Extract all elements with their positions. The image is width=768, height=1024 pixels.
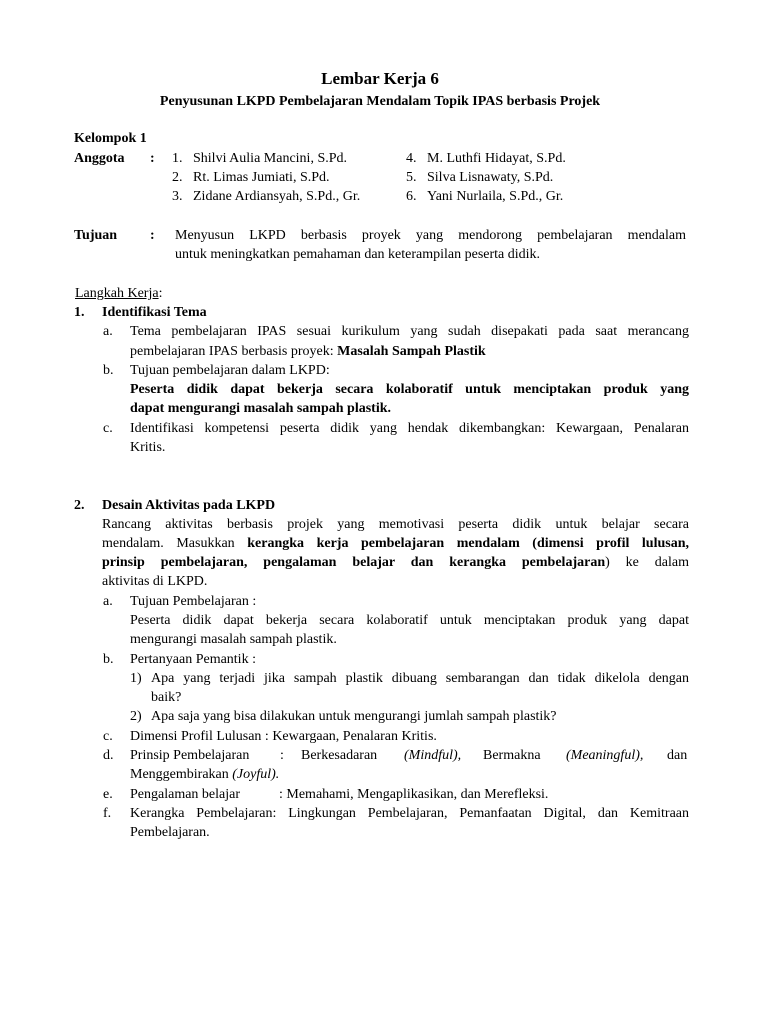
item-label: b. (103, 363, 114, 378)
question-number: 1) (130, 671, 142, 686)
item-text: Pembelajaran. (130, 825, 210, 840)
item-label: b. (103, 652, 114, 667)
question-text: baik? (151, 690, 182, 705)
item-text: Prinsip Pembelajaran (130, 748, 250, 763)
member-number: 5. (406, 170, 417, 185)
members-colon: : (150, 151, 155, 166)
item-text: : (280, 748, 284, 763)
section-title: Identifikasi Tema (102, 305, 207, 320)
item-text: Dimensi Profil Lulusan : Kewargaan, Penalaran Kritis. (130, 729, 437, 744)
paragraph-line: aktivitas di LKPD. (102, 574, 208, 589)
item-title: Pengalaman belajar (130, 787, 241, 802)
item-text: dapat mengurangi masalah sampah plastik. (130, 401, 392, 416)
objective-colon: : (150, 228, 155, 243)
member-number: 6. (406, 189, 417, 204)
question-number: 2) (130, 709, 142, 724)
page-title: Lembar Kerja 6 (321, 69, 439, 88)
item-text: Peserta didik dapat bekerja secara kolaboratif untuk menciptakan produk yang (130, 382, 689, 397)
item-label: c. (103, 421, 113, 436)
item-text: (Mindful), (404, 748, 462, 763)
member-name: Silva Lisnawaty, S.Pd. (427, 170, 554, 185)
item-text: mengurangi masalah sampah plastik. (130, 632, 337, 647)
question-text: Apa yang terjadi jika sampah plastik dibuang sembarangan dan tidak dikelola dengan (151, 671, 689, 686)
member-number: 4. (406, 151, 417, 166)
item-title: Pertanyaan Pemantik : (130, 652, 256, 667)
page-subtitle: Penyusunan LKPD Pembelajaran Mendalam Topik IPAS berbasis Projek (159, 94, 601, 109)
steps-heading: Langkah Kerja: (75, 286, 163, 301)
item-text: Berkesadaran (301, 748, 378, 763)
item-label: a. (103, 324, 113, 339)
item-label: a. (103, 594, 113, 609)
item-text: : Memahami, Mengaplikasikan, dan Merefleksi. (279, 787, 549, 802)
member-name: Rt. Limas Jumiati, S.Pd. (193, 170, 330, 185)
item-text: Tema pembelajaran IPAS sesuai kurikulum yang sudah disepakati pada saat merancang (130, 324, 689, 339)
member-name: Yani Nurlaila, S.Pd., Gr. (427, 189, 564, 204)
item-label: c. (103, 729, 113, 744)
member-number: 1. (172, 151, 183, 166)
members-label: Anggota (74, 151, 125, 166)
member-number: 3. (172, 189, 183, 204)
question-text: Apa saja yang bisa dilakukan untuk mengurangi jumlah sampah plastik? (151, 709, 557, 724)
item-label: e. (103, 787, 113, 802)
item-title: Tujuan Pembelajaran : (130, 594, 257, 609)
paragraph-line: Rancang aktivitas berbasis projek yang memotivasi peserta didik untuk belajar secara (102, 517, 689, 532)
item-text: Bermakna (483, 748, 541, 763)
item-label: d. (103, 748, 114, 763)
paragraph-line: mendalam. Masukkan kerangka kerja pembelajaran mendalam (dimensi profil lulusan, (102, 536, 689, 551)
item-text: (Meaningful), (566, 748, 644, 763)
objective-line: Menyusun LKPD berbasis proyek yang mendorong pembelajaran mendalam (175, 228, 686, 243)
item-text: Kritis. (130, 440, 166, 455)
item-text: dan (667, 748, 688, 763)
objective-line: untuk meningkatkan pemahaman dan keterampilan peserta didik. (175, 247, 541, 262)
section-number: 1. (74, 305, 85, 320)
item-text: Tujuan pembelajaran dalam LKPD: (130, 363, 330, 378)
item-text: Identifikasi kompetensi peserta didik yang hendak dikembangkan: Kewargaan, Penalaran (130, 421, 689, 436)
item-text: Menggembirakan (Joyful). (130, 767, 280, 782)
item-text: Kerangka Pembelajaran: Lingkungan Pembelajaran, Pemanfaatan Digital, dan Kemitraan (130, 806, 689, 821)
member-number: 2. (172, 170, 183, 185)
section-title: Desain Aktivitas pada LKPD (102, 498, 276, 513)
item-label: f. (103, 806, 112, 821)
item-text: Peserta didik dapat bekerja secara kolaboratif untuk menciptakan produk yang dapat (130, 613, 689, 628)
section-number: 2. (74, 498, 85, 513)
paragraph-line: prinsip pembelajaran, pengalaman belajar dan kerangka pembelajaran) ke dalam (102, 555, 689, 570)
member-name: M. Luthfi Hidayat, S.Pd. (427, 151, 566, 166)
member-name: Shilvi Aulia Mancini, S.Pd. (193, 151, 348, 166)
objective-label: Tujuan (74, 228, 118, 243)
member-name: Zidane Ardiansyah, S.Pd., Gr. (193, 189, 361, 204)
item-text: pembelajaran IPAS berbasis proyek: Masalah Sampah Plastik (130, 344, 486, 359)
group-label: Kelompok 1 (74, 131, 147, 146)
